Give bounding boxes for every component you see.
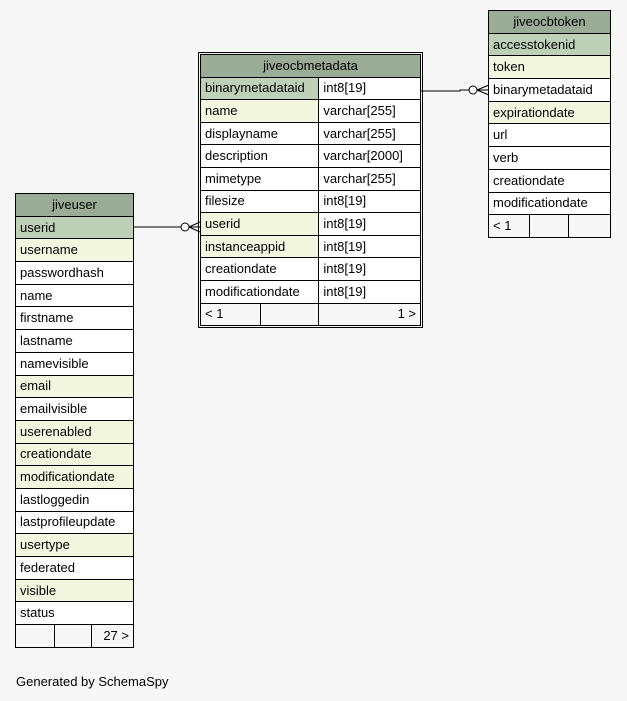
table-footer-row: [16, 625, 134, 648]
column-type: int8[19]: [319, 258, 421, 281]
table-header-row: [201, 55, 421, 78]
table-title: jiveuser: [16, 194, 134, 217]
column-name: token: [489, 56, 611, 79]
column-name: username: [16, 239, 134, 262]
column-name: description: [201, 145, 319, 168]
column-name: email: [16, 375, 134, 398]
column-type: varchar[2000]: [319, 145, 421, 168]
column-row[interactable]: [489, 79, 611, 102]
column-row[interactable]: [489, 169, 611, 192]
column-name: userid: [16, 216, 134, 239]
column-row[interactable]: [201, 258, 421, 281]
column-type: int8[19]: [319, 280, 421, 303]
column-name: status: [16, 602, 134, 625]
column-name: namevisible: [16, 352, 134, 375]
column-name: creationdate: [489, 169, 611, 192]
footer-cell: [530, 215, 569, 238]
column-row[interactable]: [16, 511, 134, 534]
column-name: emailvisible: [16, 398, 134, 421]
column-name: lastname: [16, 330, 134, 353]
column-row[interactable]: [489, 192, 611, 215]
column-name: displayname: [201, 122, 319, 145]
table-title: jiveocbmetadata: [201, 55, 421, 78]
column-name: modificationdate: [201, 280, 319, 303]
column-row[interactable]: [16, 488, 134, 511]
table-jiveocbmetadata[interactable]: [200, 54, 421, 326]
column-name: userenabled: [16, 420, 134, 443]
column-row[interactable]: [16, 330, 134, 353]
column-name: modificationdate: [16, 466, 134, 489]
footer-cell: < 1: [489, 215, 530, 238]
column-row[interactable]: [201, 145, 421, 168]
column-name: usertype: [16, 534, 134, 557]
column-row[interactable]: [489, 33, 611, 56]
column-name: expirationdate: [489, 101, 611, 124]
column-name: filesize: [201, 190, 319, 213]
column-name: creationdate: [16, 443, 134, 466]
footer-cell: [55, 625, 92, 648]
column-row[interactable]: [201, 167, 421, 190]
column-name: firstname: [16, 307, 134, 330]
column-row[interactable]: [201, 122, 421, 145]
column-name: url: [489, 124, 611, 147]
column-name: binarymetadataid: [201, 77, 319, 100]
column-name: name: [16, 284, 134, 307]
column-name: binarymetadataid: [489, 79, 611, 102]
column-name: userid: [201, 213, 319, 236]
column-row[interactable]: [201, 77, 421, 100]
footer-cell: [260, 303, 319, 326]
generated-by-text: Generated by SchemaSpy: [16, 674, 169, 689]
column-name: modificationdate: [489, 192, 611, 215]
column-name: verb: [489, 147, 611, 170]
column-type: varchar[255]: [319, 100, 421, 123]
column-name: accesstokenid: [489, 33, 611, 56]
column-row[interactable]: [489, 147, 611, 170]
table-header-row: [489, 11, 611, 34]
column-type: int8[19]: [319, 77, 421, 100]
footer-cell: [569, 215, 611, 238]
column-row[interactable]: [201, 280, 421, 303]
relation-jiveuser-to-jiveocbmetadata: [134, 222, 200, 232]
footer-cell: < 1: [201, 303, 261, 326]
column-row[interactable]: [201, 190, 421, 213]
footer-cell: 1 >: [319, 303, 421, 326]
column-row[interactable]: [201, 100, 421, 123]
column-row[interactable]: [16, 307, 134, 330]
table-jiveuser[interactable]: [15, 193, 134, 648]
column-name: federated: [16, 557, 134, 580]
column-name: lastprofileupdate: [16, 511, 134, 534]
column-type: int8[19]: [319, 190, 421, 213]
column-type: int8[19]: [319, 235, 421, 258]
column-row[interactable]: [16, 534, 134, 557]
table-title: jiveocbtoken: [489, 11, 611, 34]
relation-jiveocbmetadata-to-jiveocbtoken: [421, 85, 489, 95]
column-row[interactable]: [16, 602, 134, 625]
column-row[interactable]: [16, 579, 134, 602]
column-name: mimetype: [201, 167, 319, 190]
column-row[interactable]: [489, 124, 611, 147]
table-footer-row: [201, 303, 421, 326]
column-name: lastloggedin: [16, 488, 134, 511]
column-name: passwordhash: [16, 262, 134, 285]
column-row[interactable]: [16, 443, 134, 466]
column-row[interactable]: [16, 398, 134, 421]
column-row[interactable]: [16, 284, 134, 307]
table-jiveocbtoken[interactable]: [488, 10, 611, 238]
column-row[interactable]: [16, 466, 134, 489]
footer-cell: 27 >: [92, 625, 134, 648]
column-row[interactable]: [489, 101, 611, 124]
column-name: name: [201, 100, 319, 123]
column-row[interactable]: [201, 213, 421, 236]
column-name: instanceappid: [201, 235, 319, 258]
column-row[interactable]: [489, 56, 611, 79]
column-name: creationdate: [201, 258, 319, 281]
column-row[interactable]: [16, 239, 134, 262]
table-footer-row: [489, 215, 611, 238]
column-row[interactable]: [16, 216, 134, 239]
footer-cell: [16, 625, 55, 648]
column-row[interactable]: [201, 235, 421, 258]
column-row[interactable]: [16, 557, 134, 580]
column-row[interactable]: [16, 420, 134, 443]
column-type: varchar[255]: [319, 122, 421, 145]
column-row[interactable]: [16, 375, 134, 398]
column-name: visible: [16, 579, 134, 602]
column-type: varchar[255]: [319, 167, 421, 190]
column-type: int8[19]: [319, 213, 421, 236]
table-header-row: [16, 194, 134, 217]
column-row[interactable]: [16, 352, 134, 375]
column-row[interactable]: [16, 262, 134, 285]
